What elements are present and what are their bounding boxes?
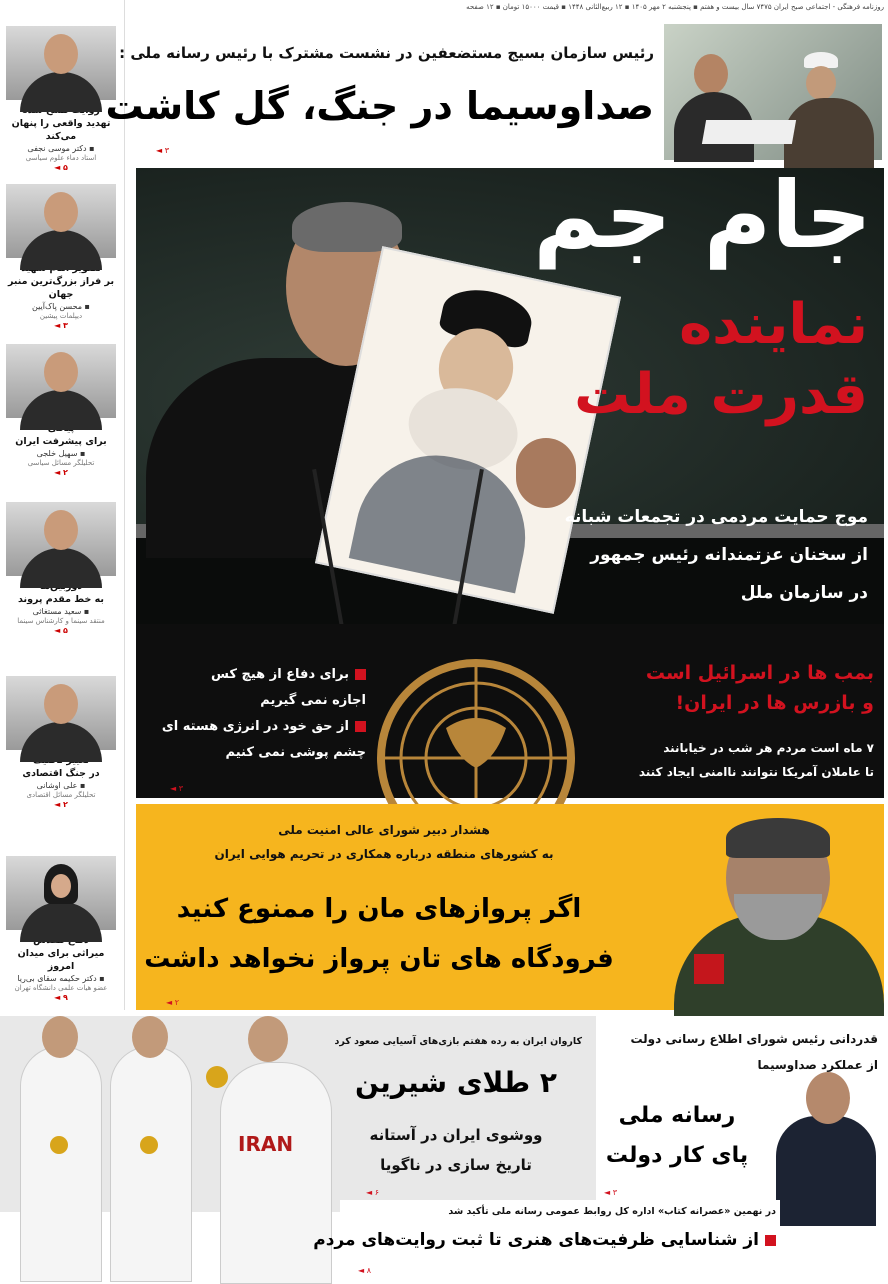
sidebar-item-role: منتقد سینما و کارشناس سینما (17, 617, 105, 625)
page-ref: ۲ ◄ (54, 800, 68, 809)
top-story-photo (664, 24, 882, 160)
gov-kicker: قدردانی رئیس شورای اطلاع رسانی دولت از عملکرد صداوسیما (630, 1032, 878, 1072)
un-right-bullets: ۷ ماه است مردم هر شب در خیابانند تا عاملان آمریکا نتوانند ناامنی ایجاد کنند (638, 741, 874, 779)
spokesman-photo (776, 1066, 886, 1212)
sports-story[interactable] (0, 1016, 596, 1212)
sidebar-item-author: ▪ علی اوشانی (36, 781, 86, 790)
page-ref: ۹ ◄ (54, 993, 68, 1002)
un-left-bullets: برای دفاع از هیچ کس اجازه نمی گیریم از حق خود در انرژی هسته ای چشم پوشی نمی کنیم (161, 667, 366, 760)
lead-story[interactable] (136, 162, 884, 624)
sidebar-item-4[interactable] (6, 502, 116, 635)
sidebar-item-title: برای پیشرفت ایران (15, 436, 107, 447)
page-ref: ۳ ◄ (54, 321, 68, 330)
page-ref: ۶ ◄ (366, 1188, 379, 1197)
sidebar-item-title: تهدید واقعی را پنهان می‌کند (11, 118, 111, 142)
top-story-kicker: رئیس سازمان بسیج مستضعفین در نشست مشترک با رئیس رسانه ملی : (119, 44, 654, 62)
author-photo (6, 184, 116, 258)
author-photo (6, 26, 116, 100)
page-ref: ۸ ◄ (358, 1266, 371, 1275)
sidebar-item-author: ▪ دکتر حکیمه سقای بی‌ریا (17, 974, 105, 983)
date-line: روزنامه فرهنگی - اجتماعی صبح ایران ۷۴۷۵ سال بیست و هفتم ▪ پنجشنبه ۲ مهر ۱۴۰۵ ▪ ۱۲ ربیع‌الثانی ۱۴۴۸ ▪ قیمت ۱۵۰۰۰ تومان ▪ ۱۲ صفحه (466, 3, 884, 11)
page-ref: ۵ ◄ (54, 163, 68, 172)
sidebar-item-author: ▪ سعید مستغاثی (32, 607, 90, 616)
sidebar-item-3[interactable] (6, 344, 116, 477)
sidebar-item-author: ▪ سهیل خلجی (36, 449, 86, 458)
government-story[interactable] (598, 1016, 884, 1212)
un-emblem-icon (366, 658, 586, 798)
lead-headline: نماینده قدرت ملت (574, 292, 868, 427)
bullet-icon (355, 669, 366, 680)
sidebar-item-title: به خط مقدم پروند (18, 594, 104, 605)
page-ref: ۲ ◄ (166, 998, 179, 1007)
sidebar-item-role: دیپلمات پیشین (39, 312, 83, 320)
sidebar-item-role: تحلیلگر مسائل اقتصادی (26, 791, 96, 799)
author-photo (6, 502, 116, 576)
yellow-headline: اگر پروازهای مان را ممنوع کنید فرودگاه های تان پرواز نخواهد داشت (144, 894, 614, 974)
sidebar-item-title: در جنگ اقتصادی (22, 768, 100, 779)
bottom-kicker: در نهمین «عصرانه کتاب» اداره کل روابط عمومی رسانه ملی تأکید شد (448, 1206, 776, 1217)
bottom-headline: از شناسایی ظرفیت‌های هنری تا ثبت روایت‌های مردم (342, 1230, 776, 1250)
gov-headline: رسانه ملی پای کار دولت (605, 1103, 749, 1168)
page-ref: ۳ ◄ (604, 1188, 617, 1197)
yellow-kicker: هشدار دبیر شورای عالی امنیت ملی به کشورهای منطقه درباره همکاری در تحریم هوایی ایران (214, 823, 554, 861)
sidebar-item-author: ▪ محسن پاک‌آیین (32, 302, 90, 311)
sidebar-item-author: ▪ دکتر موسی نجفی (27, 144, 95, 153)
page-ref: ۳ ◄ (156, 146, 169, 155)
un-right-headline: بمب ها در اسرائیل است و بازرس ها در ایران! (645, 662, 874, 714)
sidebar-item-6[interactable] (6, 856, 116, 1002)
newspaper-logo: جام جم (533, 162, 872, 269)
athletes-photo (0, 1016, 340, 1280)
author-photo (6, 344, 116, 418)
yellow-story[interactable] (136, 804, 884, 1010)
page-ref: ۲ ◄ (54, 468, 68, 477)
sidebar-item-role: تحلیلگر مسائل سیاسی (27, 459, 95, 467)
sports-headline: ۲ طلای شیرین (355, 1066, 557, 1099)
author-photo (6, 676, 116, 750)
sidebar-item-title: بر فراز بزرگ‌ترین منبر جهان (7, 276, 115, 300)
sidebar-item-title: میراثی برای میدان امروز (17, 948, 105, 972)
top-story-headline: صداوسیما در جنگ، گل کاشت (105, 84, 654, 128)
page-ref: ۳ ◄ (170, 784, 183, 793)
general-photo (634, 804, 884, 1010)
jersey-text: IRAN (238, 1132, 294, 1156)
sidebar-columns (0, 0, 125, 1010)
bullet-icon (355, 721, 366, 732)
sidebar-item-1[interactable] (6, 26, 116, 172)
sidebar-item-2[interactable] (6, 184, 116, 330)
sidebar-item-5[interactable] (6, 676, 116, 809)
sports-sub: ووشوی ایران در آستانه تاریخ سازی در ناگویا (369, 1126, 543, 1174)
bottom-story[interactable] (313, 1200, 780, 1280)
sports-kicker: کاروان ایران به رده هفتم بازی‌های آسیایی صعود کرد (334, 1036, 582, 1047)
page-ref: ۵ ◄ (54, 626, 68, 635)
top-story[interactable] (105, 14, 886, 160)
lead-subhead: موج حمایت مردمی در تجمعات شبانه از سخنان عزتمندانه رئیس جمهور در سازمان ملل (564, 507, 868, 603)
sidebar-item-role: عضو هیات علمی دانشگاه تهران (14, 984, 108, 992)
sidebar-item-role: استاد دماء علوم سیاسی (25, 154, 97, 162)
author-photo (6, 856, 116, 930)
un-band[interactable] (136, 624, 884, 798)
bullet-icon (765, 1235, 776, 1246)
